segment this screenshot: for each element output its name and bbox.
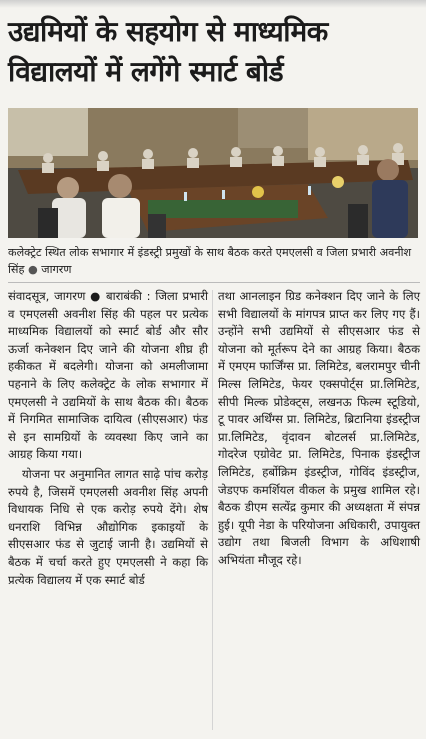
dateline-bullet: ● — [90, 289, 102, 303]
meeting-photo-illustration — [8, 108, 418, 238]
dateline-place: बाराबंकी — [106, 289, 142, 303]
dateline: संवादसूत्र, जागरण — [8, 289, 86, 303]
paragraph-1-text: जिला प्रभारी व एमएलसी अवनीश सिंह की पहल पर प्रत्येक माध्यमिक विद्यालयों को स्मार्ट बोर्ड और सौर ऊर्जा कनेक्शन दिए जाने की योजना शीघ्र ही हकीकत में बदलेगी। योजना को अमलीजामा पहनाने के लिए कलेक्ट्रेट के लोक सभागार में एमएलसी ने उद्यमियों के साथ बैठक की। बैठक में निगमित सामाजिक दायित्व (सीएसआर) फंड से इन सामग्रियों के व्यवस्था किए जाने का आग्रह किया गया। — [8, 289, 209, 462]
column-separator — [212, 290, 213, 730]
headline-line-2: विद्यालयों में लगेंगे स्मार्ट बोर्ड — [8, 55, 284, 88]
page-top-strip — [0, 0, 426, 8]
article-paragraph-1: संवादसूत्र, जागरण ● बाराबंकी : जिला प्रभारी व एमएलसी अवनीश सिंह की पहल पर प्रत्येक माध्यमिक विद्यालयों को स्मार्ट बोर्ड और सौर ऊर्जा कनेक्शन दिए जाने की योजना शीघ्र ही हकीकत में बदलेगी। योजना को अमलीजामा पहनाने के लिए कलेक्ट्रेट के लोक सभागार में एमएलसी ने उद्यमियों के साथ बैठक की। बैठक में निगमित सामाजिक दायित्व (सीएसआर) फंड से इन सामग्रियों के व्यवस्था किए जाने का आग्रह किया गया। — [8, 289, 209, 462]
photo-caption — [8, 244, 420, 278]
article-paragraph-3: तथा आनलाइन ग्रिड कनेक्शन दिए जाने के लिए सभी विद्यालयों के मांगपत्र प्राप्त कर लिए गए हैं। उन्होंने सभी उद्यमियों से सीएसआर फंड से योजना को मूर्तरूप देने का आग्रह किया। बैठक में एमएम फार्जिंग्स प्रा. लिमिटेड, बलरामपुर चीनी मिल्स लिमिटेड, फेयर एक्सपोर्ट्स प्रा.लिमिटेड, सीपी मिल्क प्रोडेक्ट्स, लखनऊ फिल्म स्टूडियो, टू पावर अर्थिंग्स प्रा. लिमिटेड, ब्रिटानिया इंडस्ट्रीज प्रा.लिमिटेड, वृंदावन बोटलर्स प्रा.लिमिटेड, गोदरेज एग्रोवेट प्रा. लिमिटेड, पिनाक इंडस्ट्रीज लिमिटेड, हर्बोक्रिम इंडस्ट्रीज, गोविंद इंडस्ट्रीज, जेडएफ कमर्शियल वीकल के प्रमुख शामिल रहे। बैठक डीएम सत्येंद्र कुमार की अध्यक्षता में संपन्न हुई। यूपी नेडा के परियोजना अधिकारी, उपायुक्त उद्योग तथा बिजली विभाग के अधिशाषी अभियंता मौजूद रहे। — [218, 289, 420, 567]
caption-text: कलेक्ट्रेट स्थित लोक सभागार में इंडस्ट्री प्रमुखों के साथ बैठक करते एमएलसी व जिला प्रभारी अवनीश सिंह — [8, 246, 412, 276]
caption-divider — [8, 282, 420, 283]
article-column-right — [218, 288, 420, 570]
caption-source: जागरण — [41, 263, 72, 276]
caption-bullet: ● — [27, 263, 38, 276]
article-paragraph-2: योजना पर अनुमानित लागत साढ़े पांच करोड़ रुपये है, जिसमें एमएलसी अवनीश सिंह अपनी विधायक निधि से एक करोड़ रुपये देंगे। शेष धनराशि विभिन्न औद्योगिक इकाइयों के सीएसआर फंड से जुटाई जानी है। उद्यमियों से बैठक में चर्चा करते हुए एमएलसी ने कहा कि प्रत्येक विद्यालय में एक स्मार्ट बोर्ड — [8, 466, 208, 587]
news-photo — [8, 108, 418, 238]
headline-line-1: उद्यमियों के सहयोग से माध्यमिक — [8, 15, 328, 48]
headline — [8, 12, 420, 92]
article-column-left — [8, 288, 208, 589]
